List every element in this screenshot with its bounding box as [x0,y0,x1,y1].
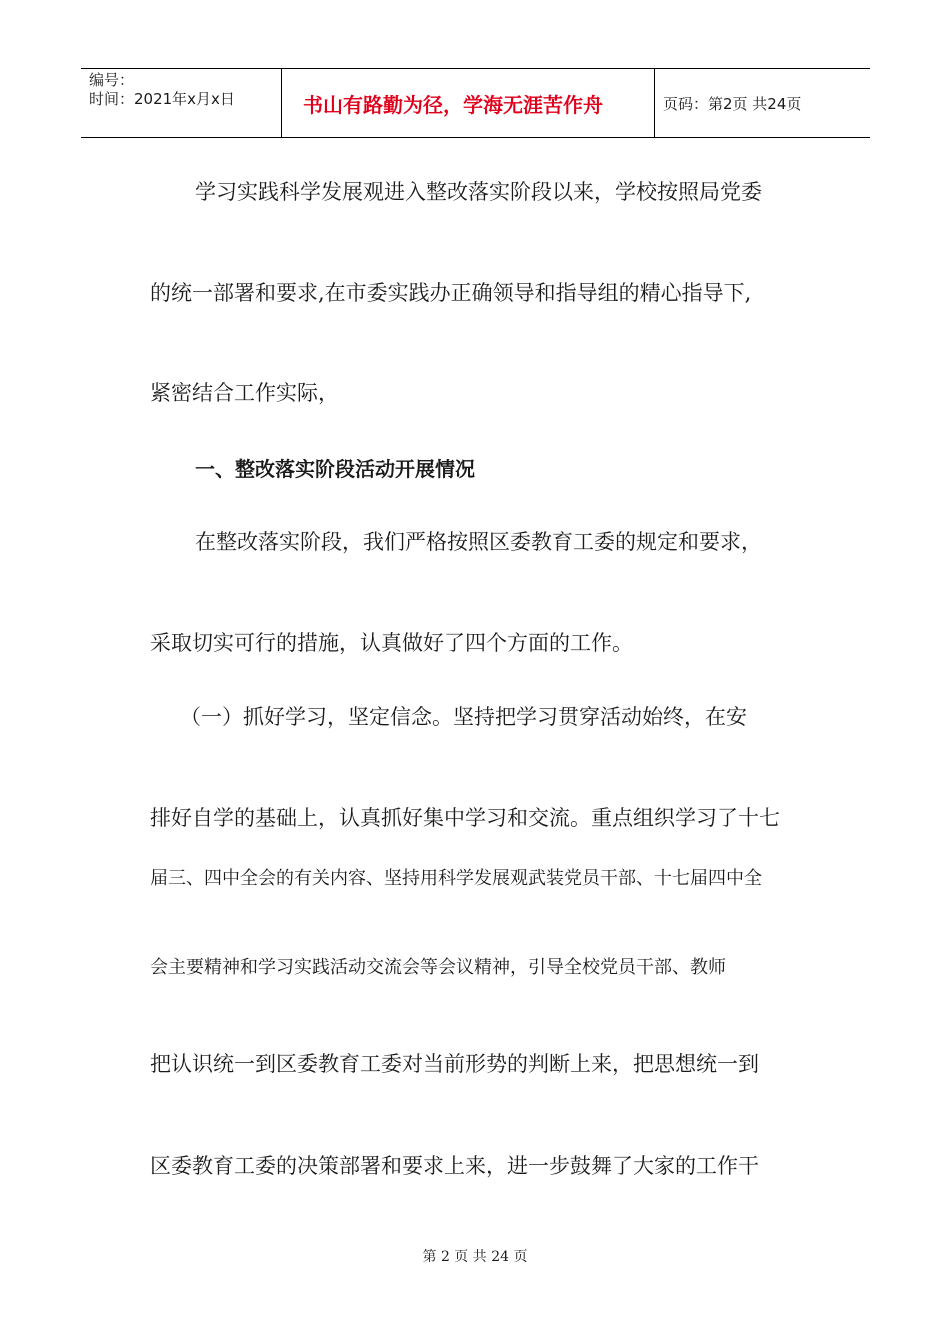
paragraph-line: 紧密结合工作实际， [150,381,339,405]
paragraph-line: （一）抓好学习，坚定信念。坚持把学习贯穿活动始终，在安 [180,705,747,729]
header-motto: 书山有路勤为径，学海无涯苦作舟 [282,69,655,137]
paragraph-line: 在整改落实阶段，我们严格按照区委教育工委的规定和要求， [195,530,762,554]
paragraph-line: 届三、四中全会的有关内容、坚持用科学发展观武装党员干部、十七届四中全 [150,868,762,889]
serial-number-label: 编号： [89,71,135,89]
paragraph-line: 的统一部署和要求,在市委实践办正确领导和指导组的精心指导下, [150,281,752,305]
paragraph-line: 学习实践科学发展观进入整改落实阶段以来，学校按照局党委 [195,180,762,204]
page-footer: 第 2 页 共 24 页 [422,1249,528,1265]
paragraph-line: 把认识统一到区委教育工委对当前形势的判断上来，把思想统一到 [150,1052,759,1076]
paragraph-line: 区委教育工委的决策部署和要求上来，进一步鼓舞了大家的工作干 [150,1154,759,1178]
paragraph-line: 排好自学的基础上，认真抓好集中学习和交流。重点组织学习了十七 [150,806,780,830]
header-info-cell [81,69,282,137]
paragraph-line: 会主要精神和学习实践活动交流会等会议精神，引导全校党员干部、教师 [150,957,726,978]
header-page-info: 页码：第2页 共24页 [663,94,802,113]
time-label: 时间：2021年x月x日 [89,90,235,108]
document-header [81,68,870,138]
section-heading: 一、整改落实阶段活动开展情况 [195,457,475,481]
paragraph-line: 采取切实可行的措施，认真做好了四个方面的工作。 [150,631,633,655]
